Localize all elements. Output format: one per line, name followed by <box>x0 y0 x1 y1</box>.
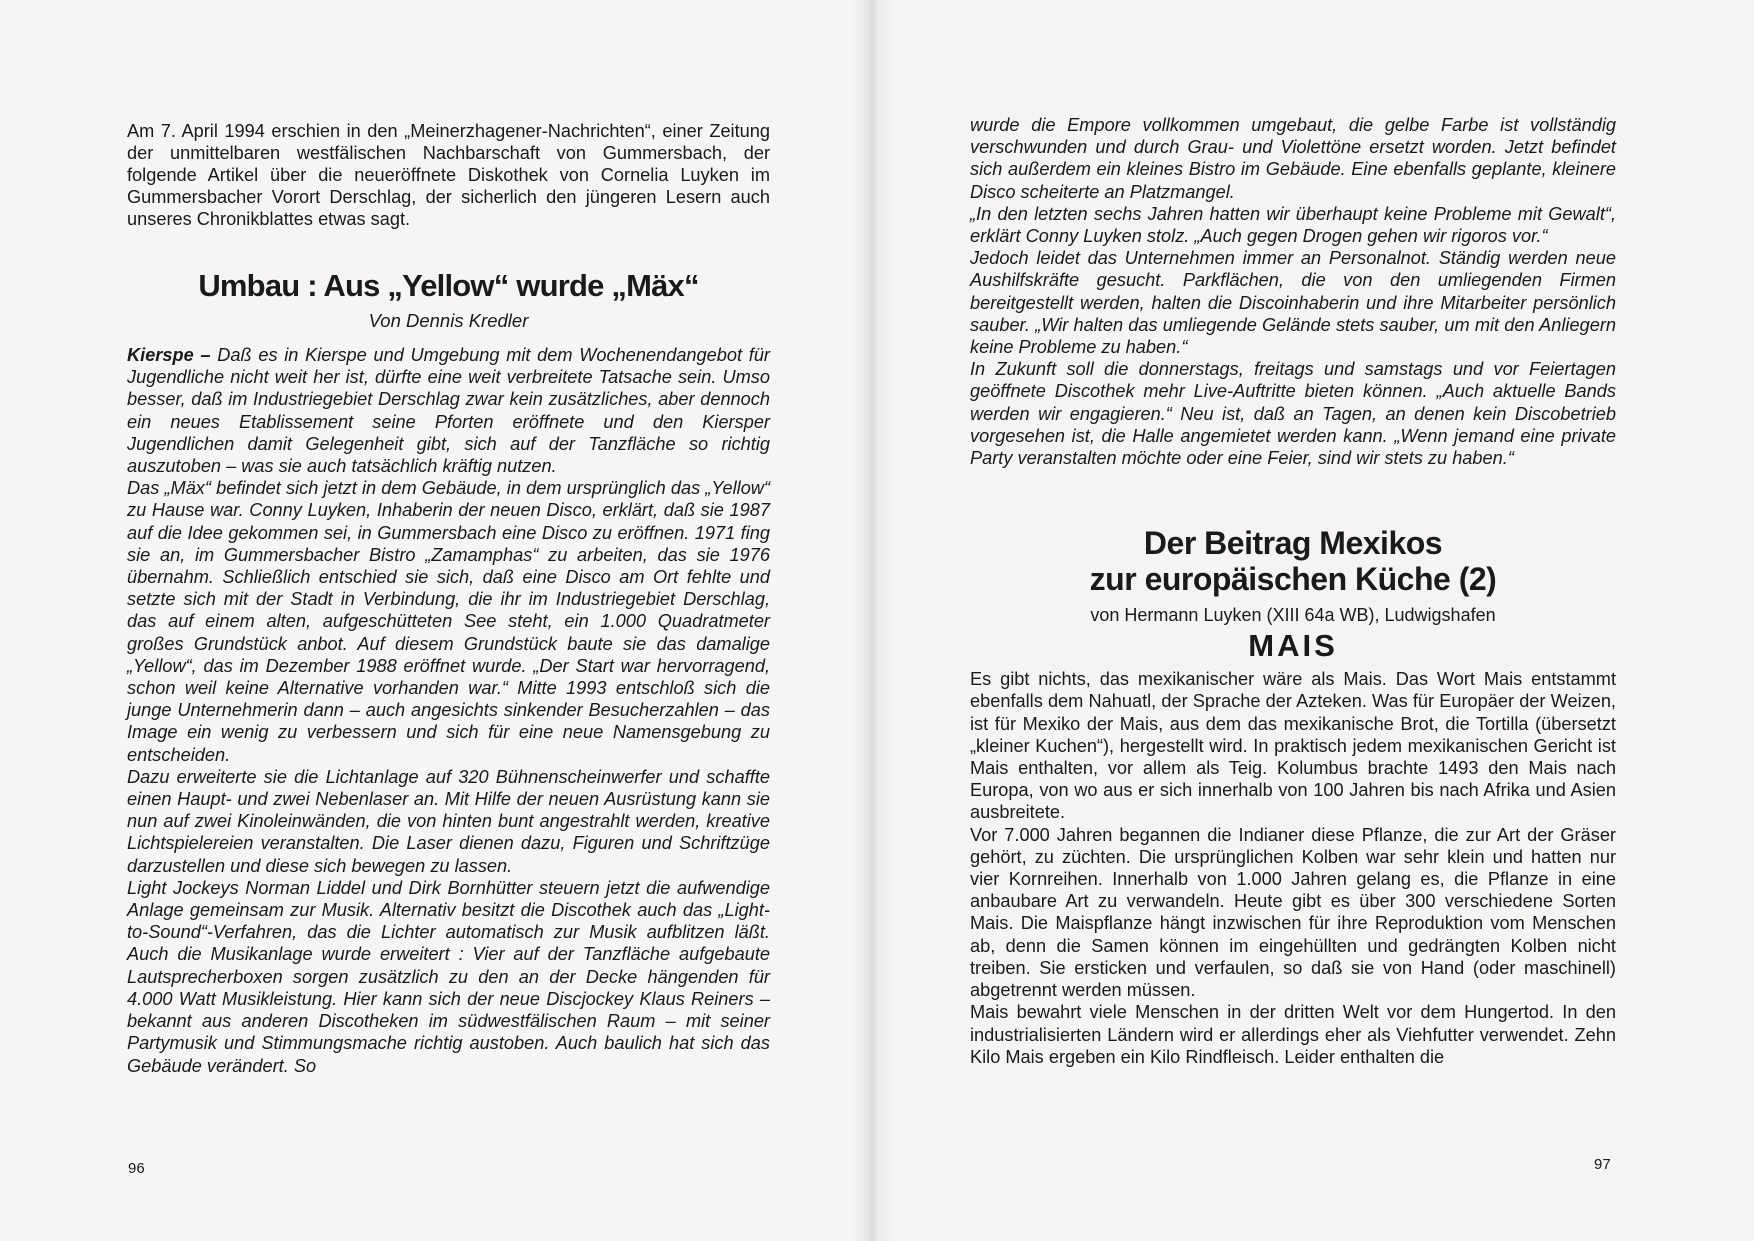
article-title-line1: Der Beitrag Mexikos <box>1143 525 1443 562</box>
article-paragraph: Mais bewahrt viele Menschen in der dritten Welt vor dem Hungertod. In den industrialisierten Ländern wird er allerdings eher als Viehfutter verwendet. Zehn Kilo Mais ergeben ein Kilo Rindfleisch. Leider enthalten die <box>970 1002 1616 1067</box>
spacer <box>970 469 1616 525</box>
article-paragraph: In Zukunft soll die donnerstags, freitags und samstags und vor Feiertagen geöffnete Discothek mehr Live-Auftritte bieten können. „Auch aktuelle Bands werden wir engagieren.“ Neu ist, daß an Tagen, an denen kein Discobetrieb vorgesehen ist, die Halle angemietet werden kann. „Wenn jemand eine private Party veranstalten möchte oder eine Feier, sind wir stets zu haben.“ <box>970 359 1616 469</box>
article-paragraph: Jedoch leidet das Unternehmen immer an Personalnot. Ständig werden neue Aushilfskräfte gesucht. Parkflächen, die von den umliegenden Firmen bereitgestellt werden, halten die Discoinhaberin und ihre Mitarbeiter persönlich sauber. „Wir halten das umliegende Gelände stets sauber, um mit den Anliegern keine Probleme zu haben.“ <box>970 248 1616 358</box>
article-paragraph: „In den letzten sechs Jahren hatten wir überhaupt keine Probleme mit Gewalt“, erklärt Conny Luyken stolz. „Auch gegen Drogen gehen wir rigoros vor.“ <box>970 203 1616 247</box>
page-number: 97 <box>1594 1156 1611 1173</box>
dateline: Kierspe – <box>127 345 211 365</box>
article-byline: von Hermann Luyken (XIII 64a WB), Ludwigshafen <box>1090 605 1496 626</box>
article-paragraph: Light Jockeys Norman Liddel und Dirk Bornhütter steuern jetzt die aufwendige Anlage gemeinsam zur Musik. Alternativ besitzt die Discothek auch das „Light-to-Sound“-Verfahren, das die Lichter automatisch zur Musik aufblitzen läßt. Auch die Musikanlage wurde erweitert : Vier auf der Tanzfläche aufgebaute Lautsprecherboxen sorgen zusätzlich zu den an der Decke hängenden für 4.000 Watt Musikleistung. Hier kann sich der neue Discjockey Klaus Reiners – bekannt aus anderen Discotheken im südwestfälischen Raum – mit seiner Partymusik und Stimmungsmache richtig austoben. Auch baulich hat sich das Gebäude verändert. So <box>127 877 770 1076</box>
article-paragraph: Es gibt nichts, das mexikanischer wäre als Mais. Das Wort Mais entstammt ebenfalls dem Nahuatl, der Sprache der Azteken. Was für Europäer der Weizen, ist für Mexiko der Mais, aus dem das mexikanische Brot, die Tortilla (übersetzt „kleiner Kuchen“), hergestellt wird. In praktisch jedem mexikanischen Gericht ist Mais enthalten, vor allem als Teig. Kolumbus brachte 1493 den Mais nach Europa, von wo aus er sich innerhalb von 100 Jahren bis nach Afrika und Asien ausbreitete. <box>970 669 1616 823</box>
book-gutter-shadow <box>852 0 892 1241</box>
article-paragraph: wurde die Empore vollkommen umgebaut, die gelbe Farbe ist vollständig verschwunden und durch Grau- und Violettöne ersetzt worden. Jetzt befindet sich außerdem ein kleines Bistro im Gebäude. Eine ebenfalls geplante, kleinere Disco scheiterte an Platzmangel. <box>970 115 1616 202</box>
left-page <box>0 0 868 1241</box>
article-paragraph: Das „Mäx“ befindet sich jetzt in dem Gebäude, in dem ursprünglich das „Yellow“ zu Hause war. Conny Luyken, Inhaberin der neuen Disco, erklärt, daß sie 1987 auf die Idee gekommen sei, in Gummersbach eine Disco zu eröffnen. 1971 fing sie an, im Gummersbacher Bistro „Zamamphas“ zu arbeiten, das sie 1976 übernahm. Schließlich entschied sie sich, daß eine Disco am Ort fehlte und setzte sich mit der Stadt in Verbindung, die ihr im Industriegebiet Derschlag, das auf einem alten, aufgeschütteten See steht, ein 1.000 Quadratmeter großes Grundstück anbot. Auf diesem Grundstück baute sie das damalige „Yellow“, das im Dezember 1988 eröffnet wurde. „Der Start war hervorragend, schon weil keine Alternative vorhanden war.“ Mitte 1993 entschloß sich die junge Unternehmerin dann – auch angesichts sinkender Besucherzahlen – das Image ein wenig zu verbessern und sich für eine neue Namensgebung zu entscheiden. <box>127 478 770 765</box>
section-heading: MAIS <box>1248 628 1338 664</box>
article-title-line2: zur europäischen Küche (2) <box>1089 561 1497 598</box>
article-paragraph: Vor 7.000 Jahren begannen die Indianer diese Pflanze, die zur Art der Gräser gehört, zu züchten. Die ursprünglichen Kolben war sehr klein und hatten nur vier Kornreihen. Innerhalb von 1.000 Jahren gelang es, die Pflanze in eine anbaubare Art zu verwandeln. Heute gibt es über 300 verschiedene Sorten Mais. Die Maispflanze hängt inzwischen für ihre Reproduktion vom Menschen ab, denn die Samen können im eingehüllten und gedrängten Kolben nicht treiben. Sie ersticken und verfaulen, so daß sie von Hand (oder maschinell) abgetrennt werden müssen. <box>970 824 1616 1001</box>
article-paragraph: Kierspe – Daß es in Kierspe und Umgebung mit dem Wochenendangebot für Jugendliche nicht weit her ist, dürfte eine weit verbreitete Tatsache sein. Umso besser, daß im Industriegebiet Derschlag zwar kein zusätzliches, aber dennoch ein neues Etablissement seine Pforten eröffnete und den Kiersper Jugendlichen damit Gelegenheit gibt, sich auf der Tanzfläche so richtig auszutoben – was sie auch tatsächlich kräftig nutzen. <box>127 345 770 477</box>
intro-paragraph: Am 7. April 1994 erschien in den „Meinerzhagener-Nachrichten“, einer Zeitung der unmittelbaren westfälischen Nachbarschaft von Gummersbach, der folgende Artikel über die neueröffnete Diskothek von Cornelia Luyken im Gummersbacher Vorort Derschlag, der sicherlich den jüngeren Lesern auch unseres Chronikblattes etwas sagt. <box>127 121 770 229</box>
page-number: 96 <box>128 1160 145 1177</box>
right-column <box>970 114 1616 1068</box>
article-headline: Umbau : Aus „Yellow“ wurde „Mäx“ <box>198 268 699 303</box>
article-byline: Von Dennis Kredler <box>368 310 529 331</box>
article-paragraph: Dazu erweiterte sie die Lichtanlage auf 320 Bühnenscheinwerfer und schaffte einen Haupt- und zwei Nebenlaser an. Mit Hilfe der neuen Ausrüstung kann sie nun auf zwei Kinoleinwänden, die von hinten bunt angestrahlt werden, kreative Lichtspielereien veranstalten. Die Laser dienen dazu, Figuren und Schriftzüge darzustellen und diese sich bewegen zu lassen. <box>127 766 770 876</box>
left-column <box>127 120 770 1077</box>
right-page <box>868 0 1754 1241</box>
